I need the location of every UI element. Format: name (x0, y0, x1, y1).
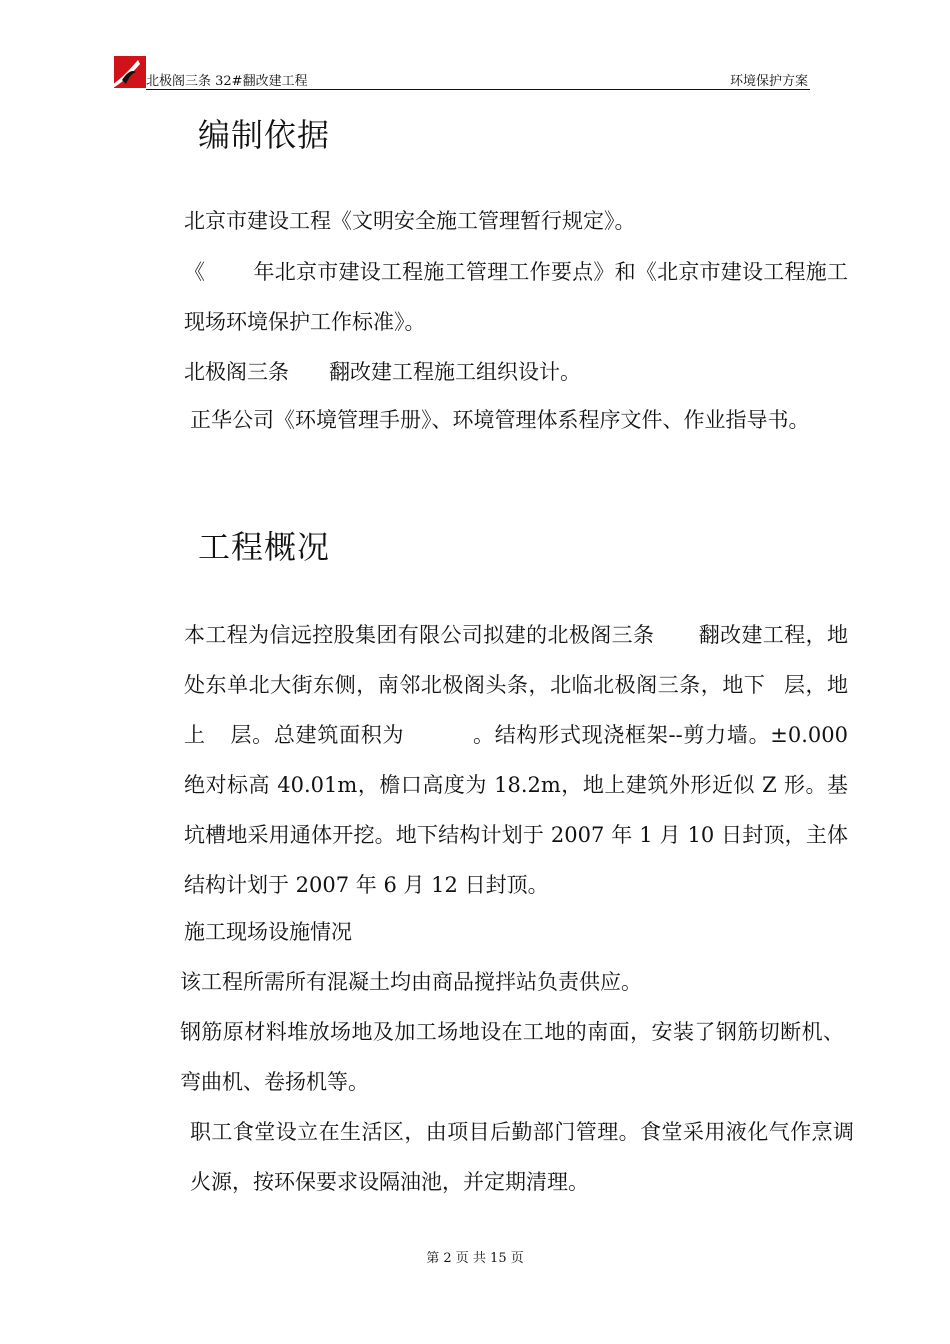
page-number: 第 2 页 共 15 页 (426, 1251, 524, 1266)
header-rule (146, 89, 810, 90)
company-logo-icon (100, 50, 150, 94)
section-title-basis: 编制依据 (198, 116, 331, 154)
facility-item-canteen: 职工食堂设立在生活区，由项目后勤部门管理。食堂采用液化气作烹调火源，按环保要求设隔油池，并定期清理。 (190, 1120, 854, 1194)
overview-paragraph (146, 610, 848, 910)
facility-item-rebar: 钢筋原材料堆放场地及加工场地设在工地的南面，安装了钢筋切断机、弯曲机、卷扬机等。 (180, 1020, 844, 1094)
basis-item-4: 正华公司《环境管理手册》、环境管理体系程序文件、作业指导书。 (190, 408, 810, 432)
facilities-subtitle: 施工现场设施情况 (184, 920, 352, 944)
basis-item-2-text: 年北京市建设工程施工管理工作要点》和《北京市建设工程施工现场环境保护工作标准》。 (184, 260, 849, 334)
overview-text-1: 本工程为信远控股集团有限公司拟建的北极阁三条 (184, 623, 655, 647)
basis-item-2 (146, 247, 848, 347)
header-document-type: 环境保护方案 (729, 74, 808, 89)
basis-item-2-open: 《 (184, 260, 206, 284)
facility-item-concrete: 该工程所需所有混凝土均由商品搅拌站负责供应。 (180, 970, 642, 994)
basis-item-3-text: 翻改建工程施工组织设计。 (329, 360, 581, 384)
basis-item-3 (146, 347, 848, 397)
section-title-overview: 工程概况 (198, 528, 331, 566)
basis-item-1: 北京市建设工程《文明安全施工管理暂行规定》。 (184, 209, 636, 233)
basis-item-3-lead: 北极阁三条 (184, 360, 289, 384)
header-project-name: 北极阁三条 32#翻改建工程 (146, 74, 308, 89)
overview-text-4: 层。总建筑面积为 (229, 723, 405, 747)
overview-text-5: 。结构形式现浇框架--剪力墙。±0.000 绝对标高 40.01m，檐口高度为 18.2m，地上建筑外形近似 Z 形。基坑槽地采用通体开挖。地下结构计划于 2007 年 1 月 10 日封顶，主体结构计划于 2007 年 6 月 12 日封顶。 (184, 723, 849, 897)
overview-text-3: 层，地上 (184, 673, 849, 747)
overview-text-2: 翻改建工程，地处东单北大街东侧，南邻北极阁头条，北临北极阁三条，地下 (184, 623, 848, 697)
